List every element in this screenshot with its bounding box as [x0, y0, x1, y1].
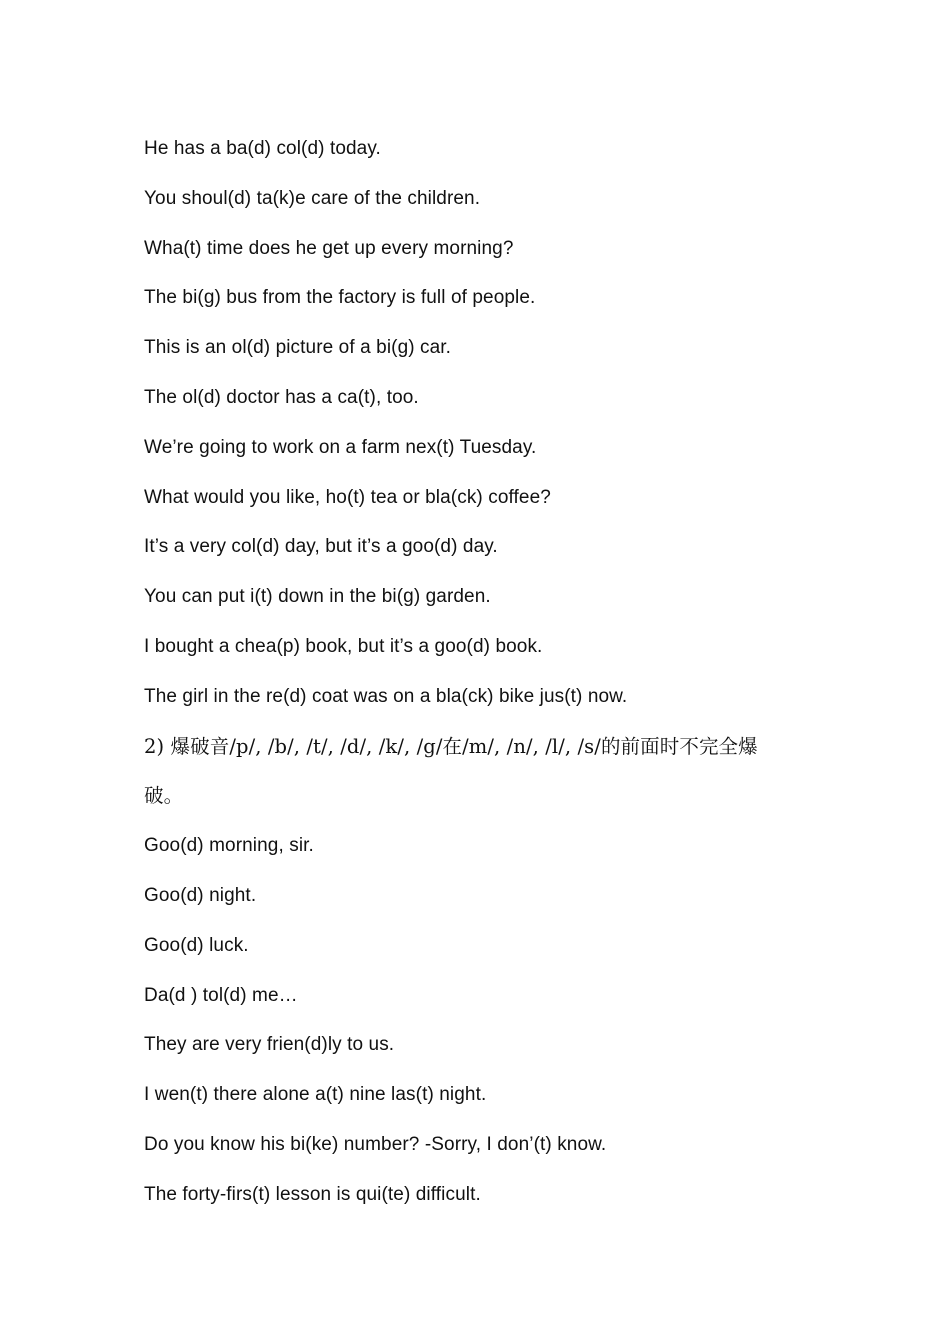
sentence-line: Goo(d) luck.	[144, 934, 249, 956]
sentence-line: This is an ol(d) picture of a bi(g) car.	[144, 337, 452, 359]
section-heading: 2) 爆破音/p/, /b/, /t/, /d/, /k/, /g/在/m/, /n/, /l/, /s/的前面时不完全爆	[144, 734, 758, 758]
sentence-line: Da(d ) tol(d) me…	[144, 984, 298, 1006]
sentence-line: Wha(t) time does he get up every morning?	[144, 237, 514, 259]
sentence-line: Goo(d) morning, sir.	[144, 835, 314, 857]
sentence-line: I wen(t) there alone a(t) nine las(t) night.	[144, 1084, 487, 1106]
sentence-line: The forty-firs(t) lesson is qui(te) difficult.	[144, 1183, 481, 1205]
sentence-line: They are very frien(d)ly to us.	[144, 1034, 395, 1056]
sentence-line: I bought a chea(p) book, but it’s a goo(d) book.	[144, 635, 543, 657]
sentence-line: The bi(g) bus from the factory is full of people.	[144, 287, 536, 309]
sentence-line: It’s a very col(d) day, but it’s a goo(d) day.	[144, 536, 498, 558]
document-body	[144, 124, 814, 1220]
sentence-line: You can put i(t) down in the bi(g) garden.	[144, 586, 491, 608]
sentence-line: You shoul(d) ta(k)e care of the children.	[144, 187, 481, 209]
sentence-line: The ol(d) doctor has a ca(t), too.	[144, 386, 419, 408]
sentence-line: Do you know his bi(ke) number? -Sorry, I don’(t) know.	[144, 1133, 607, 1155]
sentence-line: What would you like, ho(t) tea or bla(ck) coffee?	[144, 486, 551, 508]
sentence-line: He has a ba(d) col(d) today.	[144, 138, 381, 159]
sentence-line: Goo(d) night.	[144, 884, 257, 906]
sentence-line: The girl in the re(d) coat was on a bla(ck) bike jus(t) now.	[144, 685, 628, 707]
section-heading-continuation: 破。	[144, 784, 184, 808]
sentence-line: We’re going to work on a farm nex(t) Tuesday.	[144, 436, 537, 458]
